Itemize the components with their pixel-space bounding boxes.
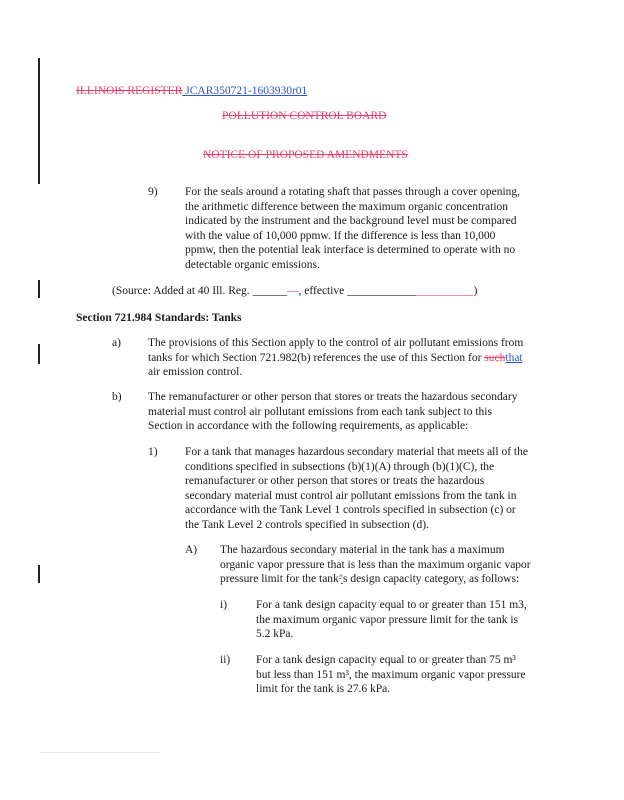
para-a-marker: a) <box>112 337 121 349</box>
item-1-line: accordance with the Tank Level 1 controls specified in subsection (c) or <box>185 504 516 516</box>
change-bar-header <box>38 58 40 184</box>
item-ii-line: but less than 151 m³, the maximum organic vapor pressure <box>256 668 526 681</box>
para-a-line <box>148 351 523 366</box>
para-a-line: air emission control. <box>148 366 243 378</box>
item-9-line: with the value of 10,000 ppmw. If the difference is less than 10,000 <box>185 229 496 242</box>
item-ii-line: limit for the tank is 27.6 kPa. <box>256 683 391 695</box>
para-b-line: material must control air pollutant emissions from each tank subject to this <box>148 405 492 418</box>
item-i-text <box>256 598 527 642</box>
item-1-text <box>185 445 528 532</box>
item-a-line-3-text: pressure limit for the tank <box>220 573 339 585</box>
change-bar-item-a <box>38 565 40 583</box>
footer-divider <box>40 752 160 753</box>
item-a-line <box>220 572 531 587</box>
board-heading: POLLUTION CONTROL BOARD <box>222 110 387 122</box>
item-1-line: the Tank Level 2 controls specified in subsection (d). <box>185 518 429 531</box>
para-b-text <box>148 390 517 434</box>
para-b-marker: b) <box>112 391 122 403</box>
item-a-marker: A) <box>185 544 198 556</box>
para-a-text <box>148 336 523 380</box>
notice-heading: NOTICE OF PROPOSED AMENDMENTS <box>203 149 408 161</box>
item-a-text <box>220 543 531 587</box>
item-i-line: For a tank design capacity equal to or greater than 151 m3, <box>256 599 527 611</box>
item-9-marker: 9) <box>148 186 158 198</box>
para-a-line: The provisions of this Section apply to the control of air pollutant emissions from <box>148 337 524 349</box>
item-9-line: For the seals around a rotating shaft that passes through a cover opening, <box>185 186 521 198</box>
item-1-line: secondary material must control air pollutant emissions from the tank in <box>185 489 517 502</box>
source-prefix: (Source: Added at 40 Ill. Reg. <box>112 285 253 297</box>
item-a-line: The hazardous secondary material in the tank has a maximum <box>220 544 505 556</box>
section-heading: Section 721.984 Standards: Tanks <box>76 312 242 324</box>
item-9-line: ppmw, then the potential leak interface is determined to operate with no <box>185 244 516 256</box>
source-note <box>112 284 478 299</box>
item-a-line: organic vapor pressure that is less than the maximum organic vapor <box>220 558 531 571</box>
para-a-deleted-word: such <box>484 351 506 364</box>
register-inserted-text <box>182 85 307 97</box>
item-ii-text <box>256 653 526 697</box>
item-1-marker: 1) <box>148 446 158 458</box>
source-blank-1-mark: — <box>287 285 299 297</box>
item-a-inserted-apostrophe: ' <box>340 573 343 585</box>
source-blank-2-mark: __________ <box>416 285 474 297</box>
item-9-line: indicated by the instrument and the background level must be compared <box>185 215 517 227</box>
item-a-deleted-apostrophe: ' <box>338 573 341 585</box>
item-ii-marker: ii) <box>220 654 231 666</box>
item-1-line: remanufacturer or other person that stores or treats the hazardous <box>185 475 485 487</box>
item-i-line: 5.2 kPa. <box>256 628 294 640</box>
source-suffix: ) <box>473 285 478 297</box>
para-b-line: Section in accordance with the following requirements, as applicable: <box>148 420 469 432</box>
register-deleted-text: ILLINOIS REGISTER <box>76 85 183 97</box>
para-a-inserted-word: that <box>505 351 523 364</box>
item-i-marker: i) <box>220 599 228 611</box>
jcar-code: JCAR350721-1603930r01 <box>185 85 308 97</box>
item-1-line: conditions specified in subsections (b)(1)(A) through (b)(1)(C), the <box>185 460 495 473</box>
item-ii-line: For a tank design capacity equal to or greater than 75 m³ <box>256 654 516 666</box>
register-header <box>76 84 307 99</box>
source-blank-1: ______ <box>252 285 288 297</box>
item-9-text <box>185 185 520 272</box>
item-9-line: the arithmetic difference between the maximum organic concentration <box>185 200 509 213</box>
item-a-line-3-end: s design capacity category, as follows: <box>342 573 520 585</box>
source-effective-label: , effective <box>298 285 348 297</box>
item-9-line: detectable organic emissions. <box>185 258 320 271</box>
change-bar-source <box>38 280 40 298</box>
source-blank-2: ____________ <box>347 285 417 297</box>
item-i-line: the maximum organic vapor pressure limit for the tank is <box>256 613 518 626</box>
para-b-line: The remanufacturer or other person that stores or treats the hazardous secondary <box>148 391 518 403</box>
item-1-line: For a tank that manages hazardous secondary material that meets all of the <box>185 446 528 458</box>
change-bar-para-a <box>38 344 40 364</box>
para-a-line-2-text: tanks for which Section 721.982(b) references the use of this Section for <box>148 351 485 364</box>
